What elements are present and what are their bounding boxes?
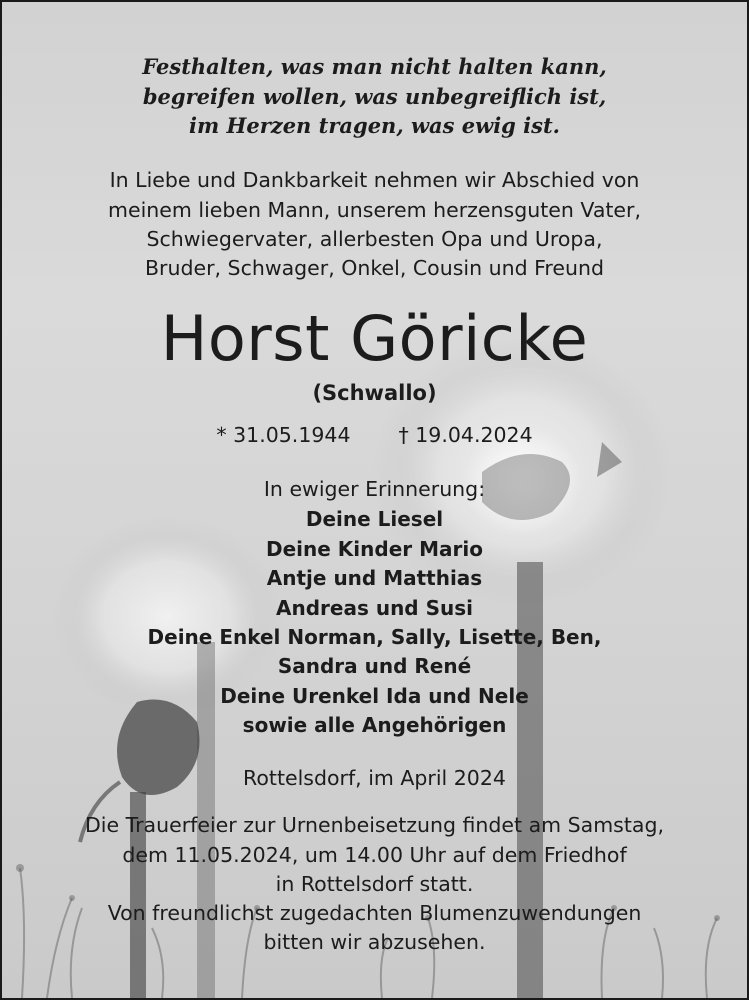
notice-line-4: Von freundlichst zugedachten Blumenzuwendungen [107,901,642,925]
birth-date: * 31.05.1944 [216,423,351,447]
family-line-3: Antje und Matthias [266,566,483,590]
deceased-name: Horst Göricke [160,302,589,375]
notice-line-5: bitten wir abzusehen. [263,930,486,954]
life-dates [2,423,747,447]
family-line-5: Deine Enkel Norman, Sally, Lisette, Ben, [147,625,602,649]
family-line-4: Andreas und Susi [276,596,473,620]
notice-line-1: Die Trauerfeier zur Urnenbeisetzung findet am Samstag, [84,813,664,837]
deceased-nickname: (Schwallo) [312,381,437,405]
intro-line-4: Bruder, Schwager, Onkel, Cousin und Freund [144,256,604,280]
notice-line-3: in Rottelsdorf statt. [275,872,474,896]
intro-line-1: In Liebe und Dankbarkeit nehmen wir Abschied von [109,168,640,192]
family-line-1: Deine Liesel [305,507,444,531]
memory-heading: In ewiger Erinnerung: [263,477,486,501]
family-line-6: Sandra und René [277,654,472,678]
place-date: Rottelsdorf, im April 2024 [243,766,506,790]
intro-line-2: meinem lieben Mann, unserem herzensguten Vater, [108,198,641,222]
family-line-8: sowie alle Angehörigen [242,713,507,737]
notice-line-2: dem 11.05.2024, um 14.00 Uhr auf dem Friedhof [122,843,627,867]
motto-line-1: Festhalten, was man nicht halten kann, [142,54,607,79]
family-line-7: Deine Urenkel Ida und Nele [220,684,529,708]
family-line-2: Deine Kinder Mario [266,537,483,561]
intro-line-3: Schwiegervater, allerbesten Opa und Uropa, [146,227,603,251]
motto-line-2: begreifen wollen, was unbegreiflich ist, [142,84,607,109]
motto-line-3: im Herzen tragen, was ewig ist. [189,113,560,138]
death-date: † 19.04.2024 [398,423,533,447]
